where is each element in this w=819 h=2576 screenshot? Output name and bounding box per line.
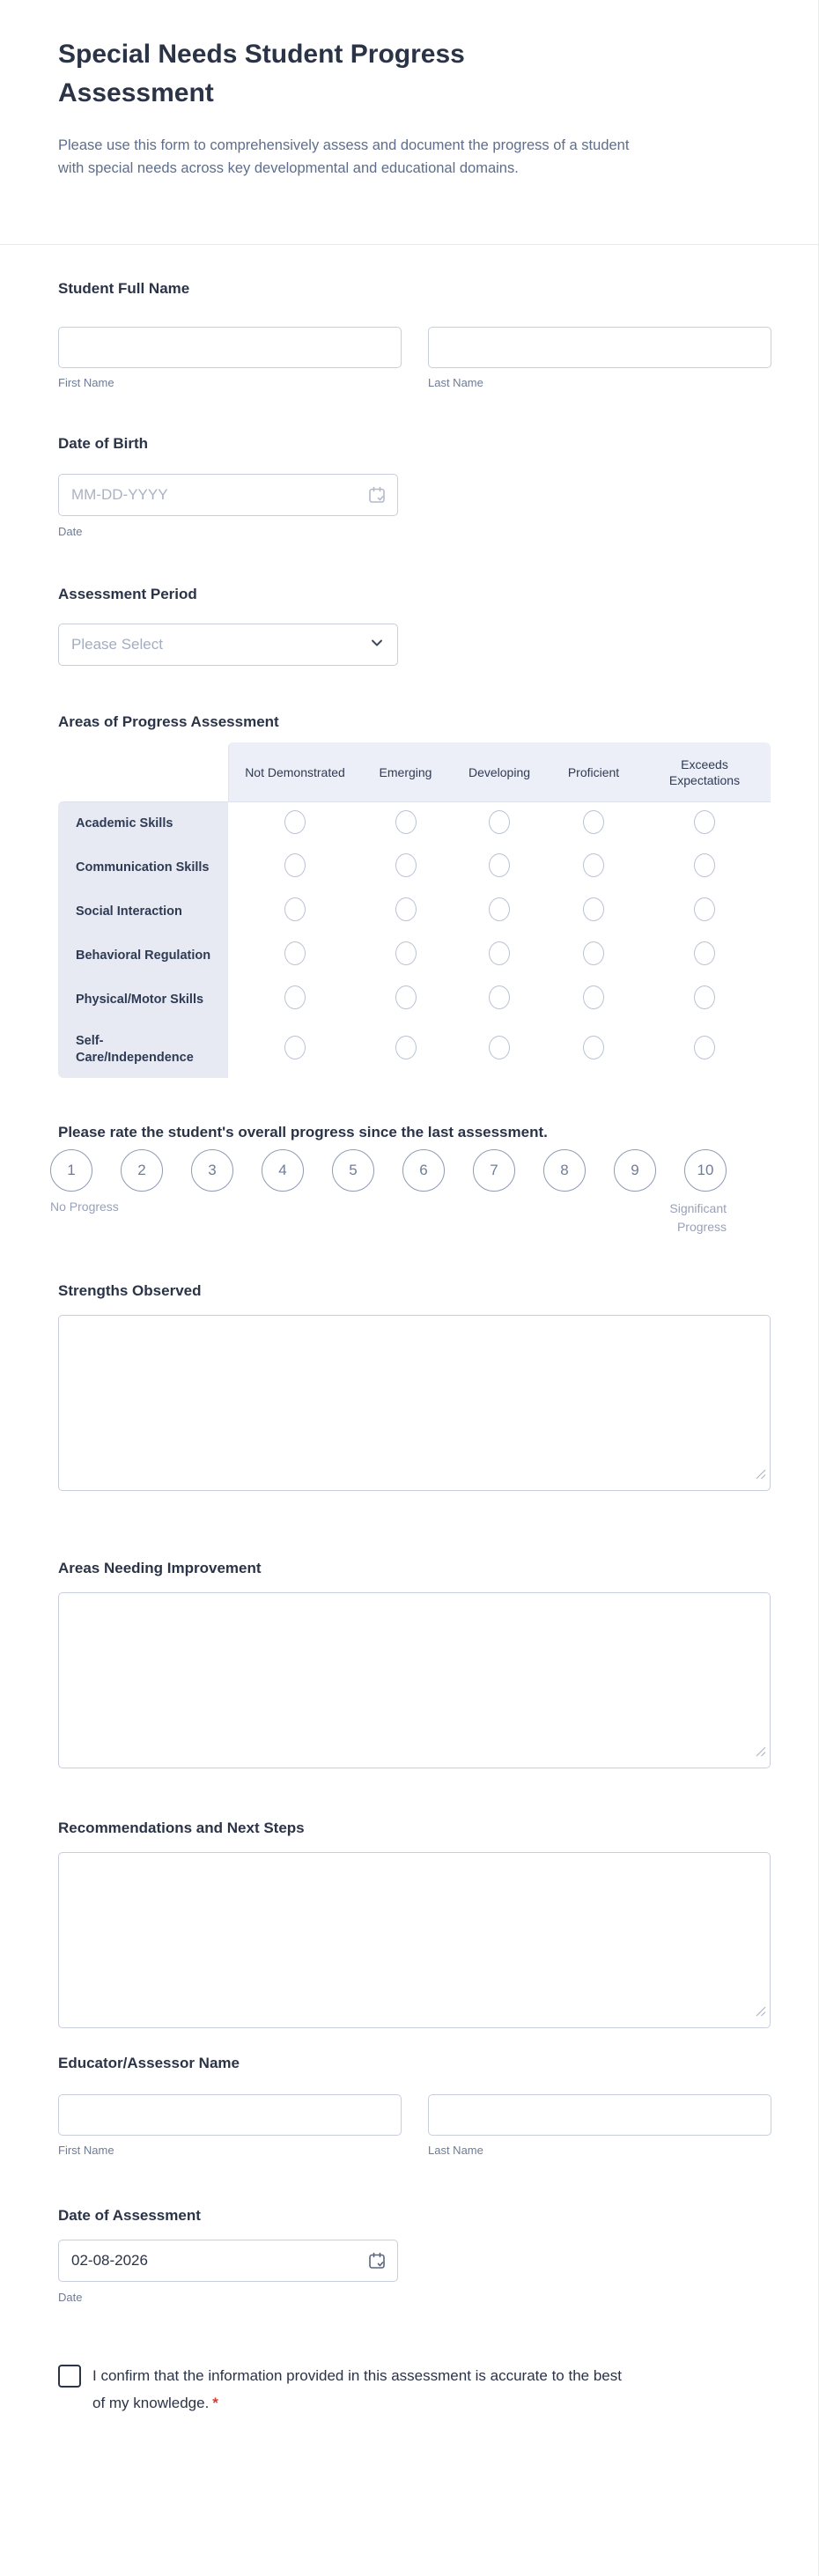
improvements-field <box>58 1592 771 1768</box>
assessment-date-input[interactable] <box>58 2240 398 2282</box>
educator-name-label: Educator/Assessor Name <box>58 2055 240 2071</box>
matrix-radio[interactable] <box>395 1036 417 1059</box>
matrix-header-row <box>58 742 771 801</box>
recommendations-label: Recommendations and Next Steps <box>58 1819 305 1836</box>
confirmation-field <box>58 2362 727 2417</box>
student-last-name-input[interactable] <box>428 327 771 368</box>
rating-option[interactable]: 9 <box>614 1149 656 1192</box>
rating-option[interactable]: 7 <box>473 1149 515 1192</box>
rating-option[interactable]: 6 <box>402 1149 445 1192</box>
matrix-radio[interactable] <box>489 897 510 921</box>
student-name-sublabels <box>58 376 771 389</box>
matrix-radio[interactable] <box>395 853 417 877</box>
educator-first-name-input[interactable] <box>58 2094 402 2136</box>
matrix-row <box>58 978 771 1022</box>
progress-matrix-table <box>58 742 771 1078</box>
matrix-row-header: Social Interaction <box>58 889 228 934</box>
student-first-name-input[interactable] <box>58 327 402 368</box>
rating-option[interactable]: 8 <box>543 1149 586 1192</box>
last-name-sublabel: Last Name <box>428 2144 483 2157</box>
matrix-radio[interactable] <box>583 853 604 877</box>
matrix-radio[interactable] <box>395 941 417 965</box>
matrix-radio[interactable] <box>694 1036 715 1059</box>
matrix-col-header: Proficient <box>549 742 638 801</box>
matrix-row-header: Self-Care/Independence <box>58 1022 228 1078</box>
matrix-radio[interactable] <box>583 810 604 834</box>
matrix-radio[interactable] <box>694 810 715 834</box>
matrix-row-header: Behavioral Regulation <box>58 934 228 978</box>
matrix-label: Areas of Progress Assessment <box>58 713 279 730</box>
matrix-radio[interactable] <box>694 985 715 1009</box>
matrix-radio[interactable] <box>694 941 715 965</box>
assessment-date-label: Date of Assessment <box>58 2207 201 2224</box>
matrix-radio[interactable] <box>395 985 417 1009</box>
rating-option[interactable]: 10 <box>684 1149 727 1192</box>
calendar-icon[interactable] <box>367 485 387 509</box>
assessment-period-label: Assessment Period <box>58 586 197 602</box>
first-name-sublabel: First Name <box>58 376 114 389</box>
rating-option[interactable]: 5 <box>332 1149 374 1192</box>
matrix-row <box>58 845 771 889</box>
matrix-radio[interactable] <box>489 810 510 834</box>
assessment-date-sublabel: Date <box>58 2291 83 2304</box>
matrix-radio[interactable] <box>583 1036 604 1059</box>
matrix-row <box>58 801 771 845</box>
resize-handle-icon[interactable] <box>756 1468 766 1484</box>
rating-option[interactable]: 1 <box>50 1149 92 1192</box>
dob-field <box>58 474 398 516</box>
matrix-radio[interactable] <box>694 853 715 877</box>
resize-handle-icon[interactable] <box>756 1746 766 1761</box>
chevron-down-icon <box>369 635 385 655</box>
rating-min-label: No Progress <box>50 1199 119 1214</box>
assessment-period-select[interactable] <box>58 624 398 666</box>
select-placeholder: Please Select <box>71 636 163 653</box>
matrix-radio[interactable] <box>489 985 510 1009</box>
matrix-row-header: Physical/Motor Skills <box>58 978 228 1022</box>
improvements-textarea[interactable] <box>58 1592 771 1768</box>
rating-max-label: Significant Progress <box>669 1201 727 1234</box>
matrix-row <box>58 1022 771 1078</box>
header-divider <box>0 244 819 245</box>
matrix-row <box>58 934 771 978</box>
strengths-label: Strengths Observed <box>58 1282 202 1299</box>
form-description: Please use this form to comprehensively assess and document the progress of a student with special needs across key developmental and educational domains. <box>58 137 630 176</box>
rating-scale <box>50 1149 727 1192</box>
matrix-radio[interactable] <box>489 1036 510 1059</box>
last-name-sublabel: Last Name <box>428 376 483 389</box>
matrix-col-header: Exceeds Expectations <box>638 742 771 801</box>
rating-option[interactable]: 4 <box>262 1149 304 1192</box>
form-title: Special Needs Student Progress Assessment <box>58 40 465 107</box>
student-name-inputs <box>58 327 771 368</box>
educator-last-name-input[interactable] <box>428 2094 771 2136</box>
improvements-label: Areas Needing Improvement <box>58 1560 262 1576</box>
resize-handle-icon[interactable] <box>756 2005 766 2021</box>
student-name-label: Student Full Name <box>58 280 190 297</box>
confirmation-checkbox[interactable] <box>58 2365 81 2388</box>
first-name-sublabel: First Name <box>58 2144 114 2157</box>
matrix-col-header: Not Demonstrated <box>228 742 361 801</box>
matrix-corner-cell <box>58 742 228 801</box>
confirmation-label: I confirm that the information provided in this assessment is accurate to the best of my knowledge. * <box>92 2367 622 2411</box>
matrix-radio[interactable] <box>284 985 306 1009</box>
matrix-radio[interactable] <box>284 1036 306 1059</box>
matrix-radio[interactable] <box>284 853 306 877</box>
matrix-radio[interactable] <box>489 853 510 877</box>
matrix-radio[interactable] <box>284 810 306 834</box>
rating-label: Please rate the student's overall progress since the last assessment. <box>58 1124 548 1140</box>
dob-sublabel: Date <box>58 525 83 538</box>
dob-label: Date of Birth <box>58 435 148 452</box>
assessment-date-field <box>58 2240 398 2282</box>
matrix-radio[interactable] <box>583 897 604 921</box>
recommendations-textarea[interactable] <box>58 1852 771 2028</box>
recommendations-field <box>58 1852 771 2028</box>
rating-option[interactable]: 3 <box>191 1149 233 1192</box>
educator-name-sublabels <box>58 2144 771 2157</box>
matrix-radio[interactable] <box>284 897 306 921</box>
matrix-radio[interactable] <box>395 897 417 921</box>
strengths-textarea[interactable] <box>58 1315 771 1491</box>
dob-input[interactable] <box>58 474 398 516</box>
strengths-field <box>58 1315 771 1491</box>
matrix-radio[interactable] <box>284 941 306 965</box>
required-asterisk: * <box>212 2395 218 2411</box>
educator-name-inputs <box>58 2094 771 2136</box>
matrix-radio[interactable] <box>395 810 417 834</box>
calendar-icon[interactable] <box>367 2251 387 2275</box>
matrix-radio[interactable] <box>694 897 715 921</box>
matrix-radio[interactable] <box>583 941 604 965</box>
rating-option[interactable]: 2 <box>121 1149 163 1192</box>
matrix-row-header: Academic Skills <box>58 801 228 845</box>
matrix-row-header: Communication Skills <box>58 845 228 889</box>
matrix-col-header: Developing <box>450 742 549 801</box>
matrix-row <box>58 889 771 934</box>
matrix-radio[interactable] <box>583 985 604 1009</box>
rating-scale-labels <box>50 1199 727 1236</box>
matrix-radio[interactable] <box>489 941 510 965</box>
matrix-col-header: Emerging <box>361 742 450 801</box>
